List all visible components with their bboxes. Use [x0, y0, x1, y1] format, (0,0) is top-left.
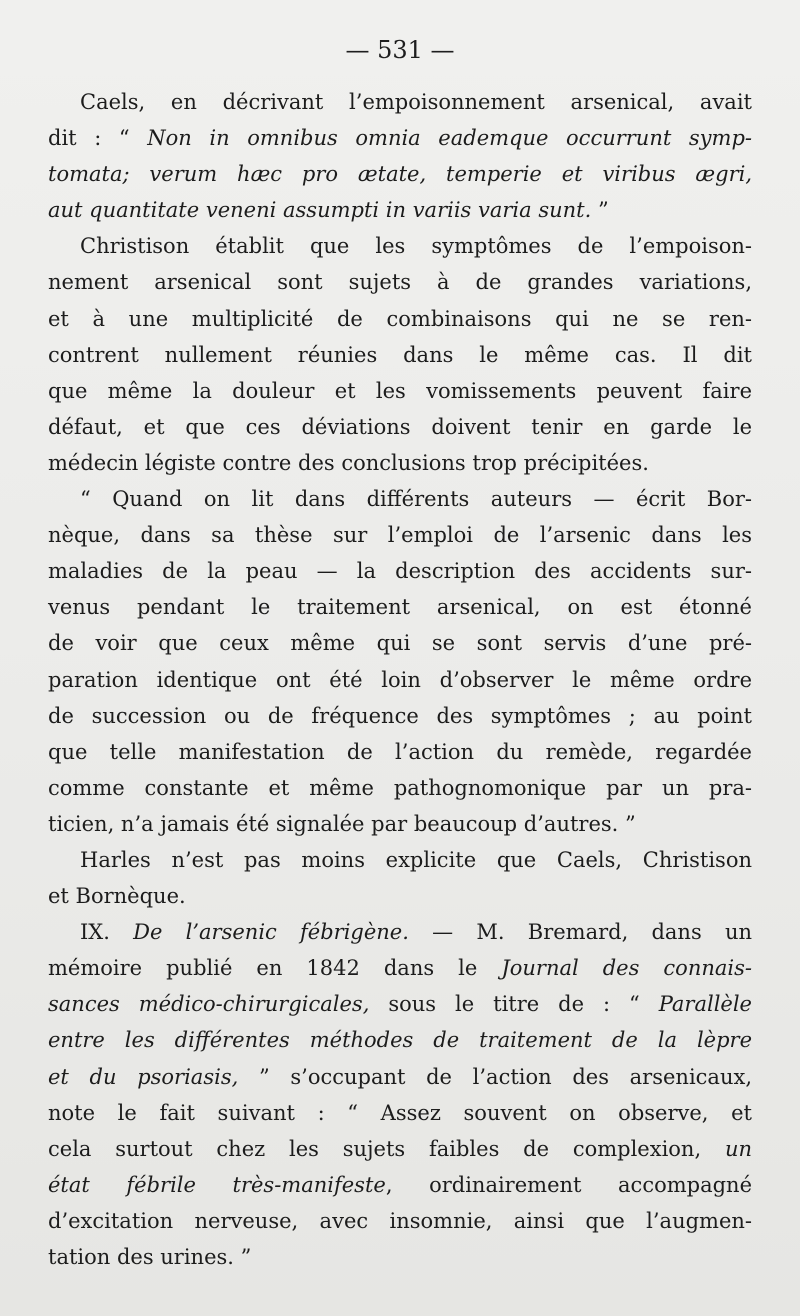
text-line — [48, 156, 752, 192]
text-segment: nement arsenical sont sujets à de grandes variations, — [48, 270, 752, 295]
paragraph-borneque — [48, 481, 752, 842]
text-line — [48, 878, 752, 914]
text-line — [48, 734, 752, 770]
text-segment: IX. — [80, 920, 134, 945]
text-line — [48, 1059, 752, 1095]
text-line — [48, 1203, 752, 1239]
paragraph-christison — [48, 228, 752, 481]
paragraph-harles — [48, 842, 752, 914]
page-number: — 531 — — [345, 36, 455, 64]
italic-text: aut quantitate veneni assumpti in variis varia sunt. — [48, 198, 592, 223]
text-segment: ticien, n’a jamais été signalée par beaucoup d’autres. ” — [48, 811, 636, 836]
text-segment: paration identique ont été loin d’observer le même ordre — [48, 667, 752, 692]
text-segment: cela surtout chez les sujets faibles de complexion, — [48, 1136, 725, 1161]
italic-text: entre les différentes méthodes de traitement de la lèpre — [48, 1028, 752, 1053]
text-segment: de succession ou de fréquence des symptômes ; au point — [48, 703, 752, 728]
text-line — [48, 192, 752, 228]
text-line — [48, 698, 752, 734]
text-line — [48, 1095, 752, 1131]
text-line — [48, 914, 752, 950]
italic-text: Parallèle — [658, 992, 752, 1017]
text-segment: Christison établit que les symptômes de l’empoison- — [80, 234, 752, 259]
text-segment: et Bornèque. — [48, 884, 186, 909]
text-segment: nèque, dans sa thèse sur l’emploi de l’arsenic dans les — [48, 523, 752, 548]
paragraph-section-ix — [48, 914, 752, 1275]
text-segment: contrent nullement réunies dans le même cas. Il dit — [48, 342, 752, 367]
text-line — [48, 662, 752, 698]
text-line — [48, 625, 752, 661]
text-segment: , ordinairement accompagné — [385, 1172, 752, 1197]
text-segment: mémoire publié en 1842 dans le — [48, 956, 502, 981]
text-segment: ” s’occupant de l’action des arsenicaux, — [238, 1064, 752, 1089]
text-segment: médecin légiste contre des conclusions trop précipitées. — [48, 450, 649, 475]
text-line — [48, 950, 752, 986]
text-segment: — M. Bremard, dans un — [408, 920, 753, 945]
text-line — [48, 1022, 752, 1058]
text-segment: que telle manifestation de l’action du remède, regardée — [48, 739, 752, 764]
text-segment: “ Quand on lit dans différents auteurs — écrit Bor- — [80, 487, 752, 512]
text-line — [48, 228, 752, 264]
text-line — [48, 264, 752, 300]
italic-text: De l’arsenic fébrigène. — [133, 920, 409, 945]
italic-text: Journal des connais- — [501, 956, 752, 981]
text-segment: tation des urines. ” — [48, 1245, 252, 1269]
paragraph-caels-quote — [48, 84, 752, 228]
text-line — [48, 770, 752, 806]
text-line — [48, 373, 752, 409]
text-segment: de voir que ceux même qui se sont servis d’une pré- — [48, 631, 752, 656]
italic-text: tomata; verum hæc pro ætate, temperie et viribus ægri, — [48, 162, 752, 187]
text-line — [48, 301, 752, 337]
italic-text: Non in omnibus omnia eademque occurrunt symp- — [147, 126, 752, 151]
italic-text: état fébrile très-manifeste — [48, 1172, 386, 1197]
italic-text: un — [724, 1136, 752, 1161]
text-line — [48, 589, 752, 625]
text-segment: défaut, et que ces déviations doivent tenir en garde le — [48, 414, 752, 439]
body-text — [48, 84, 752, 1275]
text-line — [48, 1239, 752, 1275]
text-line — [48, 553, 752, 589]
text-line — [48, 1167, 752, 1203]
text-line — [48, 337, 752, 373]
italic-text: et du psoriasis, — [48, 1064, 239, 1089]
text-line — [48, 517, 752, 553]
text-segment: comme constante et même pathognomonique par un pra- — [48, 775, 752, 800]
text-segment: note le fait suivant : “ Assez souvent on observe, et — [48, 1100, 752, 1125]
text-line — [48, 806, 752, 842]
text-segment: venus pendant le traitement arsenical, on est étonné — [48, 595, 752, 620]
text-line — [48, 842, 752, 878]
text-line — [48, 120, 752, 156]
text-segment: Caels, en décrivant l’empoisonnement arsenical, avait — [80, 90, 752, 114]
text-segment: que même la douleur et les vomissements peuvent faire — [48, 378, 752, 403]
text-segment: Harles n’est pas moins explicite que Caels, Christison — [80, 847, 752, 872]
text-segment: dit : “ — [48, 126, 148, 151]
text-segment: maladies de la peau — la description des accidents sur- — [48, 559, 752, 584]
text-segment: ” — [591, 198, 609, 223]
text-segment: d’excitation nerveuse, avec insomnie, ainsi que l’augmen- — [48, 1208, 752, 1233]
text-segment: sous le titre de : “ — [369, 992, 659, 1017]
text-line — [48, 409, 752, 445]
text-line — [48, 445, 752, 481]
text-line — [48, 986, 752, 1022]
text-line — [48, 1131, 752, 1167]
text-line — [48, 84, 752, 120]
text-line — [48, 481, 752, 517]
italic-text: sances médico-chirurgicales, — [48, 992, 370, 1017]
text-segment: et à une multiplicité de combinaisons qui ne se ren- — [48, 306, 752, 331]
